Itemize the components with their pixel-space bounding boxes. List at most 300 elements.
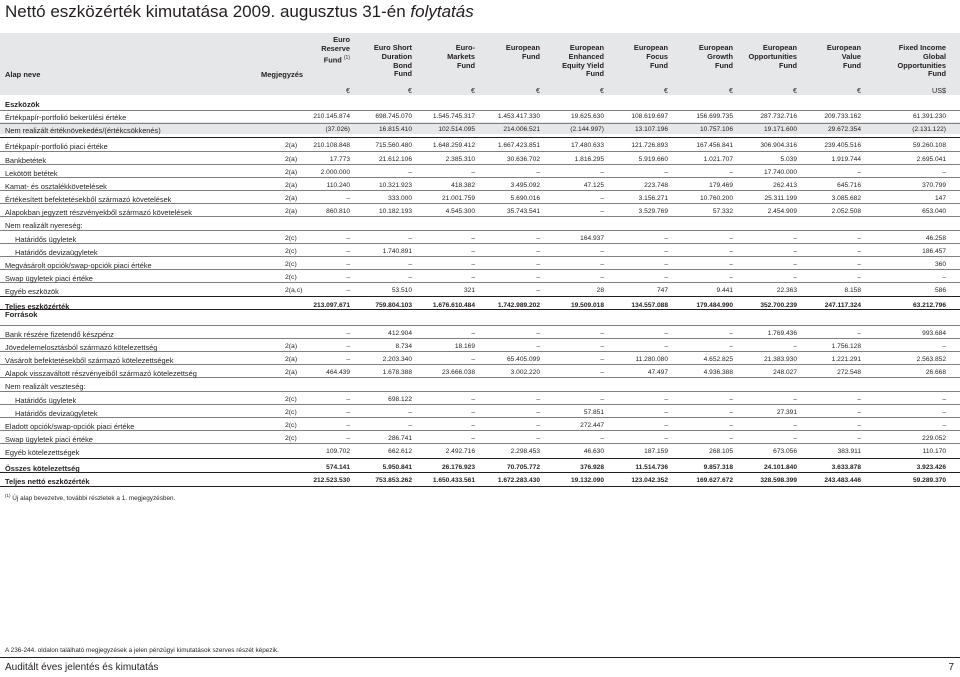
table-cell: – (600, 435, 604, 442)
row-divider (0, 391, 960, 392)
row-note: 2(a) (285, 142, 298, 149)
column-header-line: Fund (927, 69, 946, 79)
table-cell: 1.672.283.430 (497, 477, 540, 484)
table-row (0, 435, 960, 444)
table-cell: – (471, 356, 475, 363)
row-label: Egyéb kötelezettségek (5, 448, 80, 457)
table-cell: 5.919.660 (638, 156, 668, 163)
table-row (0, 356, 960, 365)
table-row (0, 409, 960, 418)
table-cell: 59.260.108 (912, 142, 946, 149)
currency-label: € (664, 86, 668, 95)
table-cell: – (471, 235, 475, 242)
table-cell: – (471, 169, 475, 176)
row-label: Értékpapír-portfolió bekerülési értéke (5, 113, 127, 122)
table-cell: – (536, 422, 540, 429)
table-cell: – (664, 330, 668, 337)
table-cell: 1.816.295 (574, 156, 604, 163)
table-cell: 123.042.352 (631, 477, 668, 484)
table-cell: 673.056 (773, 448, 797, 455)
row-note: 2(c) (285, 396, 297, 403)
table-cell: – (942, 422, 946, 429)
table-cell: 167.456.841 (696, 142, 733, 149)
table-cell: 2.000.000 (320, 169, 350, 176)
table-cell: 30.636.702 (506, 156, 540, 163)
row-note: 2(a) (285, 208, 298, 215)
table-cell: 747 (656, 287, 668, 294)
table-cell: 653.040 (922, 208, 946, 215)
row-note: 2(c) (285, 274, 297, 281)
table-cell: 29.672.354 (827, 126, 861, 133)
table-cell: 121.726.893 (631, 142, 668, 149)
table-cell: 179.484.990 (696, 302, 733, 309)
table-cell: – (408, 261, 412, 268)
table-row (0, 235, 960, 244)
table-cell: 213.097.671 (313, 302, 350, 309)
row-note: 2(a) (285, 343, 298, 350)
column-header (480, 44, 540, 62)
table-cell: – (793, 343, 797, 350)
table-cell: 4.652.825 (703, 356, 733, 363)
table-cell: – (346, 261, 350, 268)
table-cell: – (536, 274, 540, 281)
table-cell: (2.144.997) (570, 126, 604, 133)
table-cell: – (729, 261, 733, 268)
table-cell: 8.158 (844, 287, 861, 294)
table-cell: 1.545.745.317 (432, 113, 475, 120)
currency-label: € (600, 86, 604, 95)
table-cell: 328.598.399 (760, 477, 797, 484)
table-cell: 53.510 (391, 287, 412, 294)
table-cell: 17.480.633 (570, 142, 604, 149)
table-cell: 243.483.446 (824, 477, 861, 484)
table-cell: – (600, 248, 604, 255)
table-cell: – (600, 195, 604, 202)
currency-label: US$ (932, 86, 946, 95)
table-cell: (2.131.122) (912, 126, 946, 133)
table-cell: 27.391 (776, 409, 797, 416)
row-note: 2(c) (285, 435, 297, 442)
table-cell: – (536, 343, 540, 350)
table-cell: 352.700.239 (760, 302, 797, 309)
table-cell: 10.182.193 (378, 208, 412, 215)
currency-label: € (408, 86, 412, 95)
row-note: 2(a) (285, 169, 298, 176)
table-cell: 662.612 (388, 448, 412, 455)
table-cell: 412.904 (388, 330, 412, 337)
row-divider (0, 458, 960, 459)
table-cell: – (729, 248, 733, 255)
table-cell: 268.105 (709, 448, 733, 455)
column-header (673, 44, 733, 70)
table-cell: 17.773 (329, 156, 350, 163)
table-cell: – (346, 195, 350, 202)
table-cell: 306.904.316 (760, 142, 797, 149)
table-cell: 156.699.735 (696, 113, 733, 120)
table-cell: 4.545.300 (445, 208, 475, 215)
table-row (0, 142, 960, 151)
column-header-line: European (762, 43, 797, 52)
table-cell: – (664, 435, 668, 442)
table-cell: 109.702 (326, 448, 350, 455)
fund-name-header: Alap neve (5, 70, 41, 79)
table-cell: 26.668 (925, 369, 946, 376)
row-label: Alapokban jegyzett részvényekből származó követelések (5, 208, 192, 217)
table-row (0, 126, 960, 135)
table-cell: – (408, 409, 412, 416)
table-cell: 645.716 (837, 182, 861, 189)
table-cell: – (857, 396, 861, 403)
table-cell: 21.383.930 (763, 356, 797, 363)
table-cell: – (471, 435, 475, 442)
table-cell: – (793, 235, 797, 242)
row-label: Nem realizált veszteség: (5, 382, 86, 391)
table-cell: 21.612.106 (378, 156, 412, 163)
table-cell: – (471, 409, 475, 416)
column-header-line: Euro- (455, 43, 475, 52)
table-cell: 1.919.744 (831, 156, 861, 163)
table-cell: 262.413 (773, 182, 797, 189)
table-cell: – (346, 409, 350, 416)
table-cell: 46.258 (925, 235, 946, 242)
table-row (0, 330, 960, 339)
row-label: Alapok visszaváltott részvényeiből származó kötelezettség (5, 369, 197, 378)
row-divider (0, 486, 960, 487)
table-cell: 11.280.080 (635, 356, 668, 363)
table-cell: 19.171.600 (763, 126, 797, 133)
table-cell: – (346, 248, 350, 255)
row-label: Bank részére fizetendő készpénz (5, 330, 114, 339)
table-cell: – (346, 235, 350, 242)
table-cell: – (536, 330, 540, 337)
table-cell: 2.454.909 (767, 208, 797, 215)
table-cell: – (536, 169, 540, 176)
row-divider (0, 151, 960, 152)
table-cell: 13.107.196 (634, 126, 668, 133)
table-cell: – (664, 169, 668, 176)
row-note: 2(a) (285, 195, 298, 202)
title-suffix: folytatás (410, 2, 474, 21)
column-header (290, 36, 350, 65)
table-cell: 9.857.318 (703, 464, 733, 471)
table-cell: 1.648.259.412 (432, 142, 475, 149)
table-cell: 110.240 (326, 182, 350, 189)
row-note: 2(a) (285, 356, 298, 363)
table-cell: – (536, 235, 540, 242)
table-cell: 360 (934, 261, 946, 268)
table-cell: 10.321.923 (378, 182, 412, 189)
table-cell: 715.560.480 (375, 142, 412, 149)
column-header-line: Equity Yield (562, 60, 604, 70)
table-row (0, 261, 960, 270)
row-divider (0, 296, 960, 297)
table-row (0, 195, 960, 204)
table-cell: 16.815.410 (378, 126, 412, 133)
table-cell: – (729, 396, 733, 403)
column-header-line: Fund (456, 60, 475, 70)
column-header-line: European (505, 43, 540, 52)
table-row (0, 343, 960, 352)
table-cell: 418.382 (451, 182, 475, 189)
table-row (0, 448, 960, 457)
column-header-line: Global (923, 51, 946, 61)
row-label: Swap ügyletek piaci értéke (5, 435, 93, 444)
table-cell: 4.936.388 (703, 369, 733, 376)
table-cell: 464.439 (326, 369, 350, 376)
column-header (415, 44, 475, 70)
column-header-line: Fund (649, 60, 668, 70)
table-cell: – (600, 208, 604, 215)
table-cell: 1.742.989.202 (497, 302, 540, 309)
table-cell: 5.690.016 (510, 195, 540, 202)
table-cell: – (471, 422, 475, 429)
table-cell: 187.159 (644, 448, 668, 455)
table-cell: – (942, 409, 946, 416)
table-cell: – (942, 343, 946, 350)
row-label: Értékpapír-portfolió piaci értéke (5, 142, 108, 151)
row-note: 2(a) (285, 156, 298, 163)
column-header-line: Enhanced (568, 51, 604, 61)
title-main: Nettó eszközérték kimutatása 2009. augusztus 31-én (5, 2, 406, 21)
column-header (801, 44, 861, 70)
row-label: Nem realizált értéknövekedés/(értékcsökkenés) (5, 126, 161, 135)
table-cell: 10.757.106 (699, 126, 733, 133)
table-cell: 3.002.220 (510, 369, 540, 376)
column-header-line: Value (841, 51, 861, 61)
table-cell: 286.741 (388, 435, 412, 442)
table-row (0, 302, 960, 311)
column-header-line: European (569, 43, 604, 52)
table-cell: 18.169 (454, 343, 475, 350)
table-cell: 2.298.453 (510, 448, 540, 455)
section-liabilities: Források (5, 310, 38, 319)
table-cell: 61.391.230 (912, 113, 946, 120)
row-label: Jövedelemelosztásból származó kötelezettség (5, 343, 158, 352)
table-cell: 1.021.707 (703, 156, 733, 163)
table-cell: 214.006.521 (503, 126, 540, 133)
table-cell: 47.125 (583, 182, 604, 189)
column-header-line: Fund (585, 69, 604, 79)
table-cell: 11.514.736 (635, 464, 668, 471)
table-cell: – (793, 435, 797, 442)
table-cell: – (536, 248, 540, 255)
table-cell: – (600, 330, 604, 337)
table-cell: – (857, 248, 861, 255)
table-cell: – (729, 409, 733, 416)
row-note: 2(c) (285, 248, 297, 255)
table-row (0, 169, 960, 178)
table-row (0, 422, 960, 431)
currency-label: € (857, 86, 861, 95)
table-cell: – (471, 261, 475, 268)
table-cell: – (536, 287, 540, 294)
table-cell: 28 (596, 287, 604, 294)
table-cell: – (664, 274, 668, 281)
column-header-line: European (633, 43, 668, 52)
table-cell: 3.633.878 (831, 464, 861, 471)
column-header-line: Fund (842, 60, 861, 70)
table-cell: – (600, 356, 604, 363)
table-row (0, 248, 960, 257)
table-cell: – (346, 435, 350, 442)
row-label: Bankbetétek (5, 156, 47, 165)
table-cell: 586 (934, 287, 946, 294)
table-cell: 759.804.103 (375, 302, 412, 309)
row-note: 2(c) (285, 409, 297, 416)
currency-label: € (346, 86, 350, 95)
row-label: Lekötött betétek (5, 169, 58, 178)
table-cell: – (729, 274, 733, 281)
row-label: Swap ügyletek piaci értéke (5, 274, 93, 283)
table-cell: 179.469 (709, 182, 733, 189)
row-label: Megvásárolt opciók/swap-opciók piaci értéke (5, 261, 152, 270)
table-cell: 102.514.095 (438, 126, 475, 133)
table-cell: 247.117.324 (824, 302, 861, 309)
table-cell: 1.756.128 (831, 343, 861, 350)
table-cell: – (346, 422, 350, 429)
column-header-line: Growth (707, 51, 733, 61)
row-divider (0, 230, 960, 231)
table-cell: 2.563.852 (916, 356, 946, 363)
table-cell: – (793, 261, 797, 268)
table-row (0, 396, 960, 405)
table-cell: – (857, 169, 861, 176)
row-label: Határidős devizaügyletek (15, 248, 98, 257)
row-label: Határidős ügyletek (15, 396, 77, 405)
table-cell: – (600, 369, 604, 376)
table-cell: 2.203.340 (382, 356, 412, 363)
column-header-line: Fund (778, 60, 797, 70)
column-header-line: Fund (521, 51, 540, 61)
table-cell: 321 (463, 287, 475, 294)
page-number: 7 (948, 662, 954, 673)
table-cell: – (536, 396, 540, 403)
column-header-line: Focus (646, 51, 668, 61)
table-cell: – (346, 356, 350, 363)
footnote-text: Új alap bevezetve, további részletek a 1. megjegyzésben. (12, 495, 176, 503)
table-cell: – (942, 396, 946, 403)
table-cell: – (664, 396, 668, 403)
table-cell: – (729, 235, 733, 242)
table-cell: 210.145.874 (313, 113, 350, 120)
row-note: 2(c) (285, 235, 297, 242)
footer-divider (0, 657, 960, 658)
table-row (0, 156, 960, 165)
table-cell: – (664, 235, 668, 242)
column-header-line: Fund (393, 69, 412, 79)
table-cell: 239.405.516 (824, 142, 861, 149)
table-cell: 23.666.038 (441, 369, 475, 376)
table-cell: 59.289.370 (912, 477, 946, 484)
table-cell: – (408, 422, 412, 429)
table-cell: 333.000 (388, 195, 412, 202)
page-title (5, 2, 474, 22)
column-header (352, 44, 412, 79)
table-cell: 229.052 (922, 435, 946, 442)
row-label: Határidős devizaügyletek (15, 409, 98, 418)
table-row (0, 464, 960, 473)
table-row (0, 208, 960, 217)
row-divider (0, 123, 960, 124)
row-label: Értékesített befektetésekből származó követelések (5, 195, 172, 204)
footer-report-title: Auditált éves jelentés és kimutatás (5, 662, 159, 673)
table-cell: – (793, 248, 797, 255)
table-cell: – (729, 422, 733, 429)
column-header-line: Opportunities (748, 51, 797, 61)
table-cell: – (471, 248, 475, 255)
table-cell: 1.453.417.330 (497, 113, 540, 120)
column-header-line: Markets (447, 51, 475, 61)
table-cell: – (408, 274, 412, 281)
table-cell: – (536, 435, 540, 442)
table-cell: – (729, 435, 733, 442)
table-cell: 860.810 (326, 208, 350, 215)
table-cell: 134.557.088 (631, 302, 668, 309)
currency-label: € (536, 86, 540, 95)
table-cell: – (793, 274, 797, 281)
row-label: Teljes nettó eszközérték (5, 477, 90, 486)
table-cell: – (471, 330, 475, 337)
table-cell: – (408, 169, 412, 176)
table-cell: – (857, 235, 861, 242)
table-cell: 5.039 (780, 156, 797, 163)
table-cell: 21.001.759 (441, 195, 475, 202)
table-cell: 993.684 (922, 330, 946, 337)
table-cell: 248.027 (773, 369, 797, 376)
row-label: Nem realizált nyereség: (5, 221, 83, 230)
column-header-line: Bond (393, 60, 412, 70)
table-row (0, 113, 960, 122)
table-cell: 10.760.200 (699, 195, 733, 202)
row-label: Vásárolt befektetésekből származó kötelezettségek (5, 356, 174, 365)
table-row (0, 382, 960, 391)
table-cell: 19.509.018 (570, 302, 604, 309)
row-label: Teljes eszközérték (5, 302, 70, 311)
column-header-line: Euro (333, 35, 350, 44)
table-cell: 1.221.291 (831, 356, 861, 363)
table-cell: 2.052.508 (831, 208, 861, 215)
table-cell: – (471, 396, 475, 403)
table-cell: – (729, 330, 733, 337)
table-cell: 70.705.772 (506, 464, 540, 471)
table-cell: 35.743.541 (506, 208, 540, 215)
table-cell: 17.740.000 (763, 169, 797, 176)
table-cell: – (857, 274, 861, 281)
table-cell: 1.667.423.851 (497, 142, 540, 149)
row-note: 2(a,c) (285, 287, 303, 294)
table-cell: – (600, 169, 604, 176)
column-header (886, 44, 946, 79)
table-cell: 57.332 (712, 208, 733, 215)
footnote-marker: (1) (5, 493, 11, 498)
table-row (0, 182, 960, 191)
table-cell: 1.678.388 (382, 369, 412, 376)
column-header-line: Reserve (321, 43, 350, 53)
table-cell: 1.740.891 (382, 248, 412, 255)
table-cell: 8.734 (395, 343, 412, 350)
table-cell: – (857, 261, 861, 268)
table-cell: – (346, 274, 350, 281)
table-cell: – (793, 422, 797, 429)
table-cell: – (664, 248, 668, 255)
table-cell: 108.619.697 (631, 113, 668, 120)
column-header-line: European (698, 43, 733, 52)
table-cell: 574.141 (326, 464, 350, 471)
table-row (0, 369, 960, 378)
row-note: 2(a) (285, 182, 298, 189)
table-cell: 272.548 (837, 369, 861, 376)
table-cell: – (346, 330, 350, 337)
